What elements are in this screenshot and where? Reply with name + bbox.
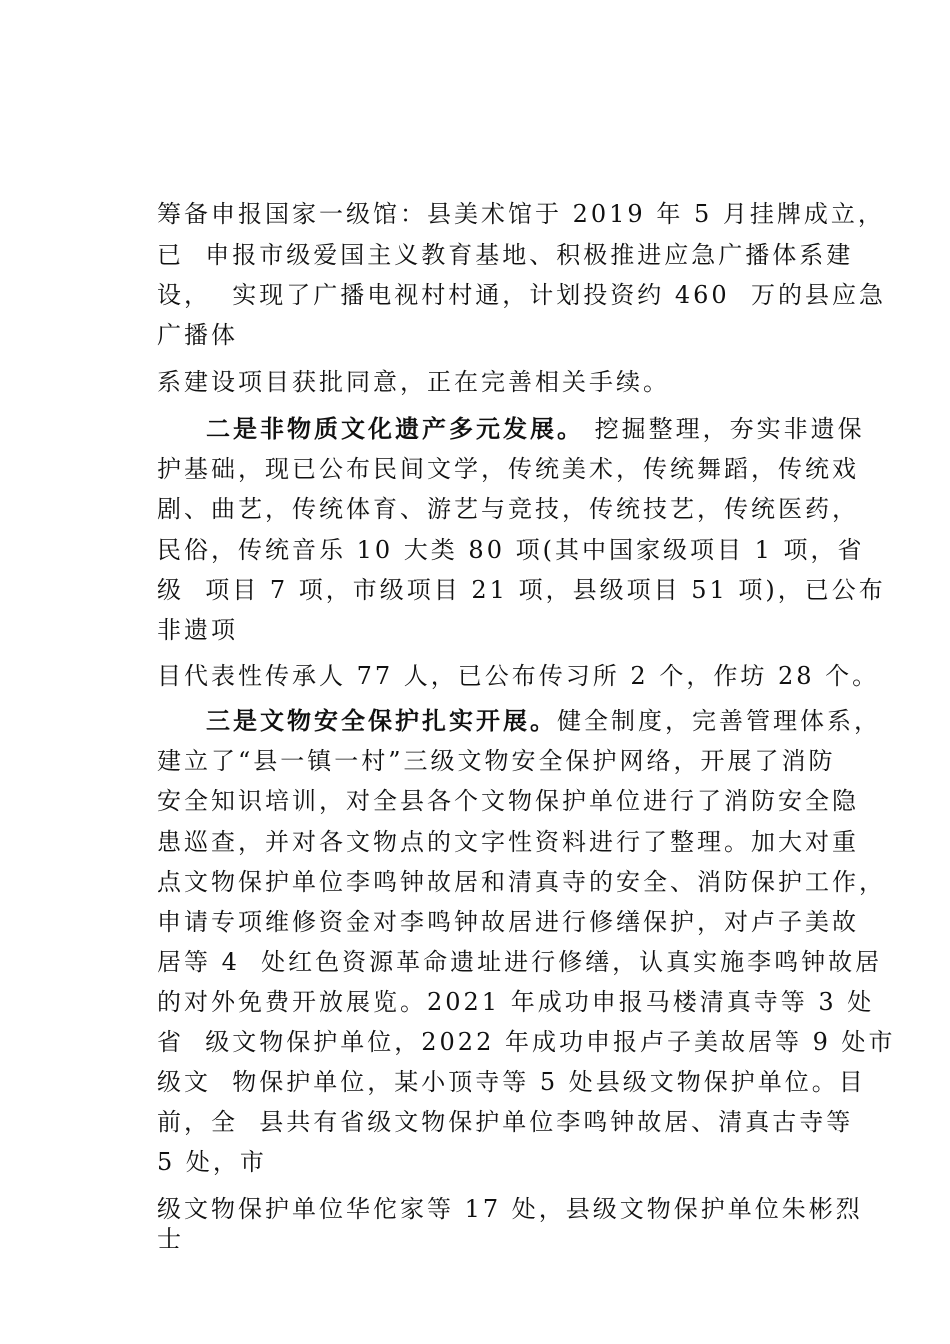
paragraph-line: 前，全 县共有省级文物保护单位李鸣钟故居、清真古寺等 (157, 1108, 854, 1136)
paragraph-line: 系建设项目获批同意，正在完善相关手续。 (157, 368, 670, 396)
paragraph-line: 居等 4 处红色资源革命遗址进行修缮，认真实施李鸣钟故居 (157, 948, 883, 976)
paragraph-line: 民俗，传统音乐 10 大类 80 项(其中国家级项目 1 项，省 (157, 536, 865, 564)
paragraph-line: 的对外免费开放展览。2021 年成功申报马楼清真寺等 3 处 (157, 988, 875, 1016)
paragraph-line: 目代表性传承人 77 人，已公布传习所 2 个，作坊 28 个。 (157, 662, 880, 690)
paragraph-line: 广播体 (157, 321, 238, 349)
paragraph-line (206, 706, 881, 736)
paragraph-text: 健全制度，完善管理体系， (557, 707, 881, 735)
paragraph-line: 非遗项 (157, 616, 238, 644)
paragraph-line: 级 项目 7 项，市级项目 21 项，县级项目 51 项)，已公布 (157, 576, 886, 604)
paragraph-line: 设， 实现了广播电视村村通，计划投资约 460 万的县应急 (157, 281, 886, 309)
paragraph-line: 点文物保护单位李鸣钟故居和清真寺的安全、消防保护工作， (157, 868, 886, 896)
paragraph-text: 挖掘整理，夯实非遗保 (584, 415, 865, 443)
paragraph-line: 省 级文物保护单位，2022 年成功申报卢子美故居等 9 处市 (157, 1028, 896, 1056)
paragraph-line: 建立了“县一镇一村”三级文物安全保护网络，开展了消防 (157, 747, 836, 775)
paragraph-line (206, 414, 865, 444)
paragraph-line: 士 (157, 1225, 184, 1253)
paragraph-line: 患巡查，并对各文物点的文字性资料进行了整理。加大对重 (157, 828, 859, 856)
paragraph-line: 级文物保护单位华佗家等 17 处，县级文物保护单位朱彬烈 (157, 1195, 863, 1223)
paragraph-line: 护基础，现已公布民间文学，传统美术，传统舞蹈，传统戏 (157, 455, 859, 483)
paragraph-line: 筹备申报国家一级馆：县美术馆于 2019 年 5 月挂牌成立， (157, 200, 885, 228)
section-heading: 二是非物质文化遗产多元发展。 (206, 414, 584, 443)
section-heading: 三是文物安全保护扎实开展。 (206, 706, 557, 735)
paragraph-line: 级文 物保护单位，某小顶寺等 5 处县级文物保护单位。目 (157, 1068, 866, 1096)
paragraph-line: 申请专项维修资金对李鸣钟故居进行修缮保护，对卢子美故 (157, 908, 859, 936)
paragraph-line: 剧、曲艺，传统体育、游艺与竞技，传统技艺，传统医药， (157, 495, 859, 523)
paragraph-line: 已 申报市级爱国主义教育基地、积极推进应急广播体系建 (157, 241, 854, 269)
paragraph-line: 安全知识培训，对全县各个文物保护单位进行了消防安全隐 (157, 787, 859, 815)
paragraph-line: 5 处，市 (157, 1148, 267, 1176)
